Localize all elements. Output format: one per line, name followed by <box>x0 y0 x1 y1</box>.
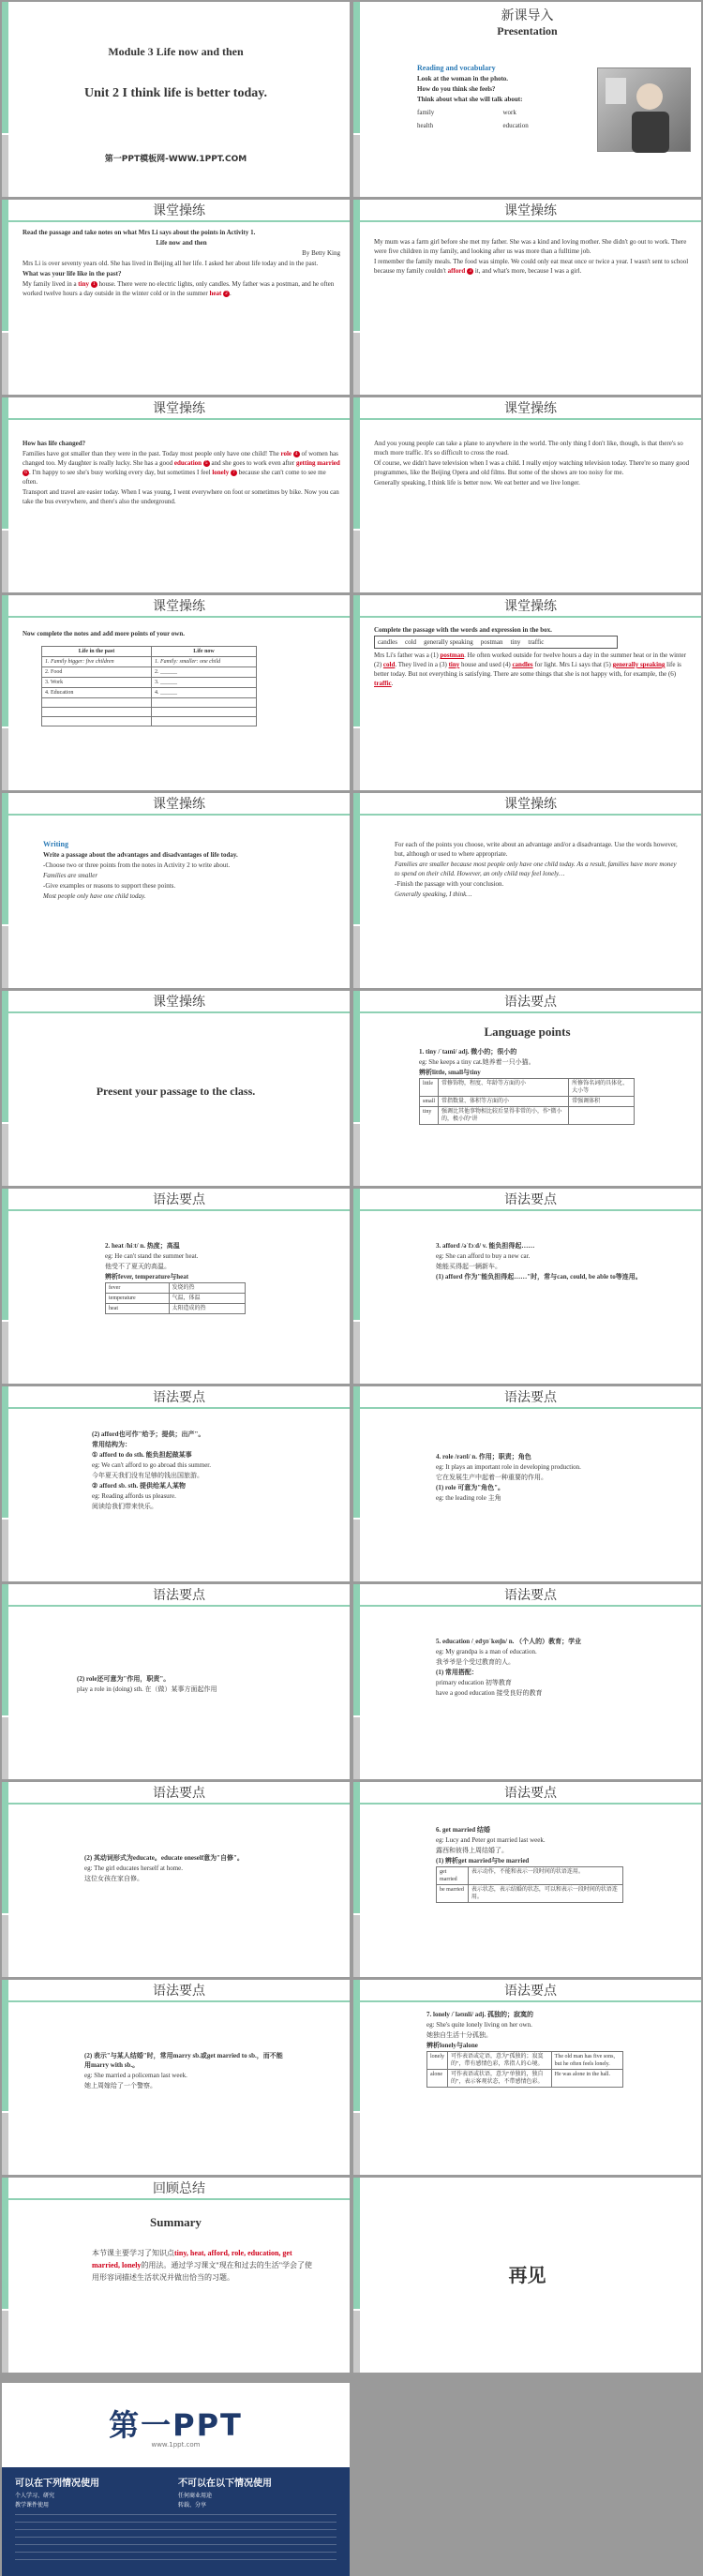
table-row: alone 可作表语或状语，意为"单独的，独自的"，表示客观状态，不带感情色彩。 He was alone in the hall. <box>427 2070 623 2088</box>
slide-header: 语法要点 <box>360 1189 701 1211</box>
present-instruction: Present your passage to the class. <box>96 1085 256 1098</box>
slide-header: 语法要点 <box>360 991 701 1013</box>
paragraph: And you young people can take a plane to anywhere in the world. The only thing I don't like, though, is that there's so much more traffic. It's so difficult to cross the road. <box>374 440 683 457</box>
slide-practice-5 <box>2 595 350 790</box>
slide-header: 课堂操练 <box>8 200 350 222</box>
slide-role-2: 语法要点 (2) role还可意为"作用，职责"。 play a role in (doing) sth. 在（做）某事方面起作用 <box>2 1584 350 1779</box>
footer-panel <box>2 2467 350 2576</box>
slide-header: 回顾总结 <box>8 2178 350 2200</box>
slide-lonely: 语法要点 7. lonely /ˈləʊnli/ adj. 孤独的；寂寞的 eg: She's quite lonely living on her own. 她独自生活十分孤独。 辨析lonely与alone lonely 可作表语或定语，意为"孤独的；寂寞的"，带有感情色彩，常指人的心境。 The old man has five sons, but he often feels lonely. alone 可作表语或状语，意为"单独的，独自的"，表示客观状态，不带感情色彩。 He was alone in the hall. <box>353 1980 701 2175</box>
table-row: little 常修饰物，程度、年龄等方面的小 所修饰名词的具体化、大小等 <box>420 1079 635 1097</box>
keyword-afford: afford <box>447 267 466 275</box>
column-header: Life now <box>151 647 256 657</box>
forbidden-list: 任何商业用途 转载、分享 <box>178 2493 213 2509</box>
slide-subheader: Presentation <box>497 24 558 37</box>
table-row <box>42 717 257 726</box>
keyword-role: role <box>280 450 292 457</box>
slide-practice-6 <box>353 595 701 790</box>
answer-4: candles <box>512 661 533 668</box>
slide-marry: 语法要点 (2) 表示"与某人结婚"时，常用marry sb.或get married to sb.，而不能用marry with sb.。 eg: She married a policeman last week. 她上周嫁给了一个警察。 <box>2 1980 350 2175</box>
logo-url[interactable]: www.1ppt.com <box>151 2441 201 2449</box>
comparison-table <box>436 1866 623 1903</box>
word-health: health <box>417 122 434 129</box>
table-row: 4. Education 4. ______ <box>42 688 257 698</box>
slide-get-married: 语法要点 6. get married 结婚 eg: Lucy and Peter got married last week. 露西和彼得上周结婚了。 (1) 辨析get married与be married get married 表示动作，不能和表示一段时间的状语连用。 be married 表示状态，表示结婚的状态，可以和表示一段时间的状语连用。 <box>353 1782 701 1977</box>
question-2: How do you think she feels? <box>417 85 496 93</box>
allowed-list: 个人学习、研究 教学课件使用 <box>15 2493 55 2509</box>
table-row: temperature 气温，体温 <box>106 1294 246 1304</box>
summary-title: Summary <box>150 2215 202 2229</box>
comparison-table <box>419 1078 635 1125</box>
paragraph: Mrs Li's father was a (1) postman. He often worked outside for twelve hours a day in the summer heat or in the winter (2) cold. They lived in a (3) tiny house and used (4) candles for light. Mrs Li says that (5) generally speaking life is better today. But not everything is satisfying. There are some things that she is not happy with, for example, the (6) traffic. <box>374 651 686 687</box>
table-row <box>42 698 257 708</box>
goodbye-text: 再见 <box>508 2264 546 2286</box>
table-row: get married 表示动作，不能和表示一段时间的状语连用。 <box>437 1867 623 1885</box>
paragraph: Mrs Li is over seventy years old. She has lived in Beijing all her life. I asked her about life today and in the past. <box>22 260 319 267</box>
keyword-heat: heat <box>209 290 222 297</box>
answer-6: traffic <box>374 680 392 687</box>
slide-afford-2: 语法要点 (2) afford也可作"给予；提供；出产"。 常用结构为： ① afford to do sth. 能负担起做某事 eg: We can't afford to go abroad this summer. 今年夏天我们没有足够的钱出国旅游。 ② afford sb. sth. 提供给某人某物 eg: Reading affords us pleasure. 阅读给我们带来快乐。 <box>2 1386 350 1581</box>
slide-header: 语法要点 <box>8 1189 350 1211</box>
paragraph: Families have got smaller than they were in the past. Today most people only have one child! The role 4 of women has changed too. My daughter is really lucky. She has a good education 5 and she goes to work even after getting married 6 . I'm happy to see she's busy working every day, but sometimes I feel lonely 7 because she can't come to see me often. <box>22 450 340 486</box>
slide-goodbye <box>353 2178 701 2373</box>
question: What was your life like in the past? <box>22 270 122 277</box>
footer-banner <box>2 2383 350 2576</box>
slide-title <box>2 2 350 197</box>
summary-text: 本节课主要学习了知识点tiny, heat, afford, role, education, get married, lonely的用法。通过学习课文"现在和过去的生活"学会了使用形容词描述生活状况并做出恰当的习题。 <box>92 2249 312 2282</box>
question: How has life changed? <box>22 440 86 447</box>
paragraph: My mum was a farm girl before she met my father. She was a kind and loving mother. She didn't go out to work. There were five children in my family, and looking after us was more than a fulltime job. <box>374 238 687 255</box>
question-1: Look at the woman in the photo. <box>417 75 509 82</box>
slide-header: 课堂操练 <box>8 793 350 816</box>
instruction: Read the passage and take notes on what Mrs Li says about the points in Activity 1. <box>22 229 256 236</box>
slide-language-points: 语法要点 Language points 1. tiny /ˈtaɪni/ adj. 微小的；很小的 eg: She keeps a tiny cat.她养着一只小猫。 辨析little, small与tiny little 常修饰物，程度、年龄等方面的小 所修饰名词的具体化、大小等 small 常指数量、体积等方面的小 常强调体积 tiny 强调比其他事物相比较后显得非常的小，作"微小的，极小的"讲 <box>353 991 701 1186</box>
table-row: small 常指数量、体积等方面的小 常强调体积 <box>420 1097 635 1107</box>
passage-author: By Betty King <box>302 249 340 257</box>
table-row: fever 发烧的热 <box>106 1283 246 1294</box>
allowed-heading: 可以在下列情况使用 <box>15 2479 99 2489</box>
slide-header: 语法要点 <box>360 1584 701 1607</box>
table-row: be married 表示状态，表示结婚的状态，可以和表示一段时间的状语连用。 <box>437 1885 623 1903</box>
keyword-education: education <box>173 459 202 467</box>
instruction: Complete the passage with the words and expression in the box. <box>374 626 552 634</box>
slide-summary <box>2 2178 350 2373</box>
summary-keywords: tiny, heat, afford, role, education, get married, lonely <box>92 2249 292 2269</box>
slide-header: 课堂操练 <box>8 595 350 618</box>
slide-afford: 语法要点 3. afford /əˈfɔːd/ v. 能负担得起…… eg: She can afford to buy a new car. 她能买得起一辆新车。 (1) afford 作为"能负担得起……"时，常与can, could, be able to等连用。 <box>353 1189 701 1384</box>
instruction: Now complete the notes and add more points of your own. <box>22 630 185 637</box>
slide-presentation <box>353 2 701 197</box>
table-row: 1. Family bigger: five children 1. Family: smaller: one child <box>42 657 257 667</box>
keyword-tiny: tiny <box>78 280 89 288</box>
table-row: lonely 可作表语或定语，意为"孤独的；寂寞的"，带有感情色彩，常指人的心境。 The old man has five sons, but he often feels lonely. <box>427 2052 623 2070</box>
woman-photo <box>597 67 691 152</box>
paragraph: My family lived in a tiny 1 house. There were no electric lights, only candles. My father was a postman, and he often worked twelve hours a day outside in the winter cold or in the summer heat 2 . <box>22 280 335 297</box>
answer-5: generally speaking <box>612 661 666 668</box>
slide-header: 语法要点 <box>8 1980 350 2002</box>
question-3: Think about what she will talk about: <box>417 96 523 103</box>
slide-header: 课堂操练 <box>360 793 701 816</box>
slide-header: 课堂操练 <box>8 991 350 1013</box>
word-education: education <box>502 122 529 129</box>
section-title: Language points <box>484 1025 571 1039</box>
slide-practice-2 <box>353 200 701 395</box>
slide-header: 语法要点 <box>360 1386 701 1409</box>
column-header: Life in the past <box>42 647 152 657</box>
section-label: Writing <box>43 840 68 848</box>
brand-text: 第一PPT模板网-WWW.1PPT.COM <box>104 155 247 164</box>
word-work: work <box>502 109 516 116</box>
comparison-table <box>105 1282 246 1314</box>
slide-header: 语法要点 <box>8 1782 350 1805</box>
link-list <box>15 2514 337 2567</box>
slide-header: 课堂操练 <box>8 397 350 420</box>
word-box: candles cold generally speaking postman tiny traffic <box>374 636 618 649</box>
comparison-table <box>426 2051 623 2088</box>
slide-header: 语法要点 <box>360 1980 701 2002</box>
paragraph: Generally speaking, I think life is better now. We eat better and we live longer. <box>374 479 580 487</box>
slide-practice-9 <box>2 991 350 1186</box>
slide-header: 课堂操练 <box>360 595 701 618</box>
answer-2: cold <box>382 661 396 668</box>
section-label: Reading and vocabulary <box>417 64 496 72</box>
slide-header: 语法要点 <box>8 1386 350 1409</box>
table-row: tiny 强调比其他事物相比较后显得非常的小，作"微小的，极小的"讲 <box>420 1107 635 1125</box>
keyword-lonely: lonely <box>212 469 230 476</box>
notes-table <box>41 646 257 726</box>
slide-practice-1 <box>2 200 350 395</box>
table-row: 2. Food 2. ______ <box>42 667 257 678</box>
slide-header: 语法要点 <box>360 1782 701 1805</box>
slide-educate: 语法要点 (2) 其动词形式为educate。educate oneself意为"自修"。 eg: The girl educates herself at home. 这位女孩在家自修。 <box>2 1782 350 1977</box>
logo-text: 第一PPT <box>109 2407 243 2443</box>
slide-header: 课堂操练 <box>360 200 701 222</box>
paragraph: I remember the family meals. The food was simple. We could only eat meat once or twice a year. I wasn't sent to school because my family couldn't afford 3 it, and what's more, because I was a girl. <box>374 258 689 275</box>
table-row: 3. Work 3. ______ <box>42 678 257 688</box>
word-family: family <box>417 109 435 116</box>
paragraph: Transport and travel are easier today. When I was young, I went everywhere on foot or sometimes by bike. Now you can take the bus everywhere, and there's also the underground. <box>22 488 339 505</box>
paragraph: Of course, we didn't have television when I was a child. I really enjoy watching television today. There're so many good programmes, like the Beijing Opera and old films. But some of the shows are too noisy for me. <box>374 459 690 476</box>
slide-practice-4 <box>353 397 701 592</box>
slide-practice-7: 课堂操练 Writing Write a passage about the advantages and disadvantages of life today. -Choose two or three points from the notes in Activity 2 to write about. Families are smaller -Give examples or reasons to support these points. Most people only have one child today. <box>2 793 350 988</box>
slide-practice-8: 课堂操练 For each of the points you choose, write about an advantage and/or a disadvantage. Use the words however, but, although or used to where appropriate. Families are smaller because most people only have one child today. As a result, families have more money to spend on their child. However, an only child may feel lonely… -Finish the passage with your conclusion. Generally speaking, I think… <box>353 793 701 988</box>
unit-title: Unit 2 I think life is better today. <box>84 86 267 100</box>
slide-heat: 语法要点 2. heat /hiːt/ n. 热度；高温 eg: He can't stand the summer heat. 他受不了夏天的高温。 辨析fever, temperature与heat fever 发烧的热 temperature 气温，体温 heat 太阳造成的热 <box>2 1189 350 1384</box>
slide-header: 语法要点 <box>8 1584 350 1607</box>
slide-header: 新课导入 <box>501 8 554 23</box>
slide-role: 语法要点 4. role /rəʊl/ n. 作用；职责；角色 eg: It plays an important role in developing production. 它在发展生产中起着一种重要的作用。 (1) role 可意为"角色"。 eg: the leading role 主角 <box>353 1386 701 1581</box>
answer-3: tiny <box>448 661 460 668</box>
keyword-get-married: getting married <box>295 459 340 467</box>
slide-practice-3 <box>2 397 350 592</box>
slide-education: 语法要点 5. education /ˌedʒʊˈkeɪʃn/ n. （个人的）教育；学业 eg: My grandpa is a man of education. 我爷爷是个受过教育的人。 (1) 常用搭配： primary education 初等教育 have a good education 接受良好的教育 <box>353 1584 701 1779</box>
slide-header: 课堂操练 <box>360 397 701 420</box>
answer-1: postman <box>440 651 465 659</box>
passage-title: Life now and then <box>156 239 207 247</box>
forbidden-heading: 不可以在以下情况使用 <box>178 2479 272 2489</box>
table-row <box>42 708 257 717</box>
module-title: Module 3 Life now and then <box>108 45 244 58</box>
table-row: heat 太阳造成的热 <box>106 1304 246 1314</box>
